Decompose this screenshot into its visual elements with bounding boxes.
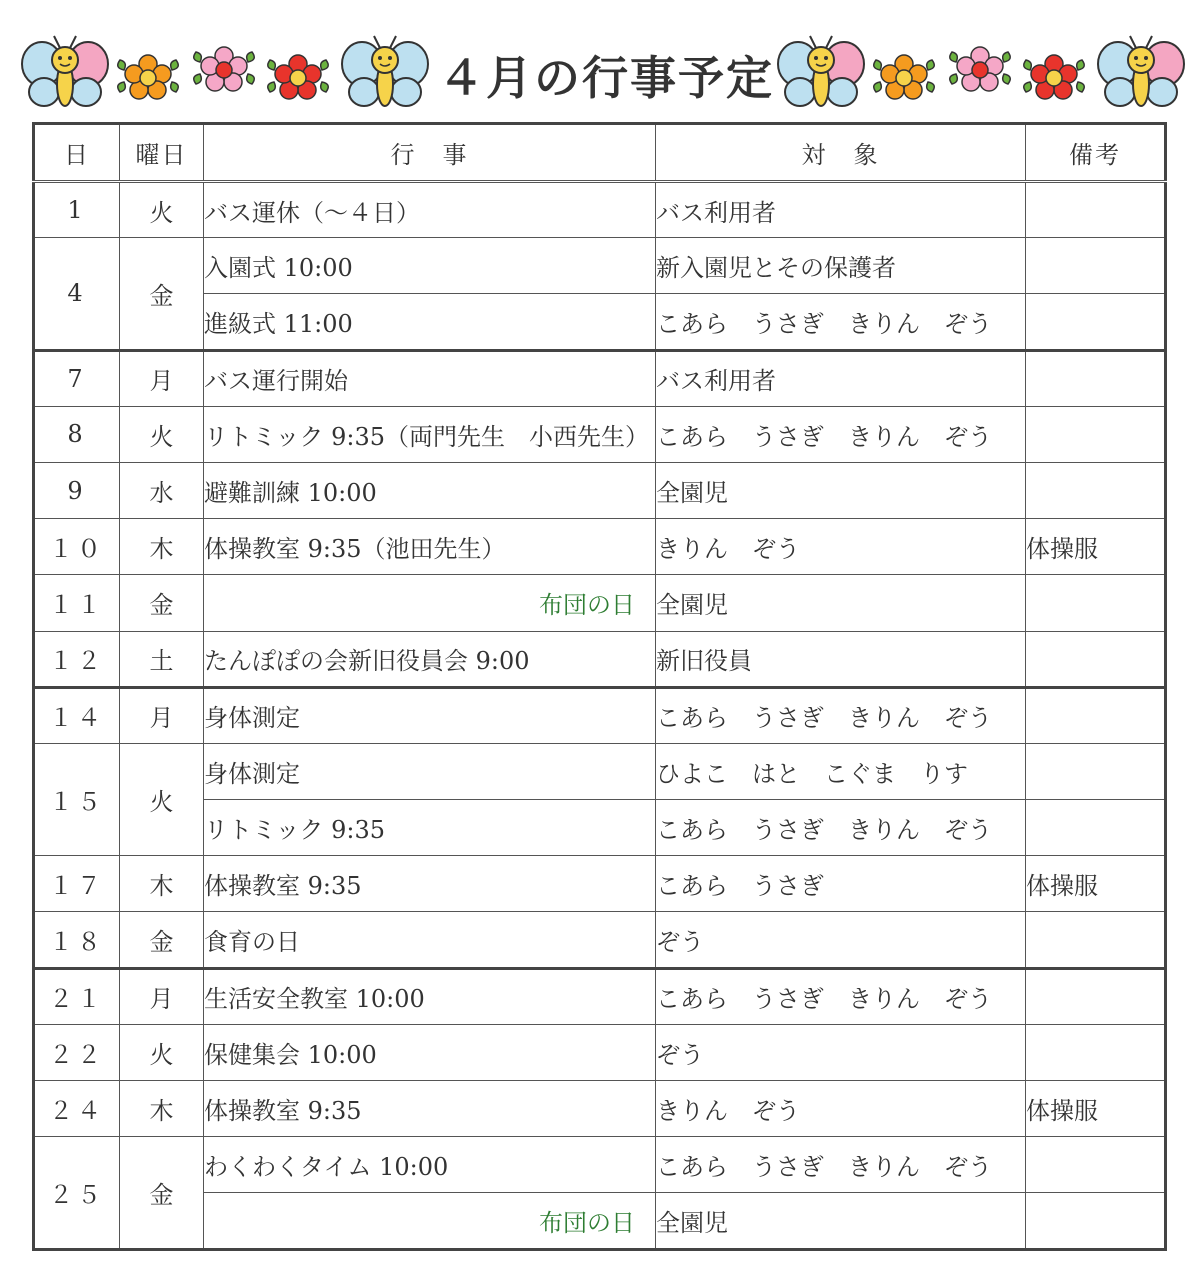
note-cell: [1026, 631, 1166, 687]
weekday-cell: 木: [120, 856, 204, 912]
day-cell: １４: [34, 687, 120, 743]
weekday-cell: 金: [120, 238, 204, 350]
header-weekday: 曜日: [120, 124, 204, 182]
note-cell: 体操服: [1026, 519, 1166, 575]
day-cell: １８: [34, 912, 120, 968]
event-cell: リトミック 9:35（両門先生 小西先生）: [204, 406, 656, 462]
butterfly-icon: [776, 34, 866, 112]
event-cell: 身体測定: [204, 687, 656, 743]
page-title: ４月の行事予定: [438, 51, 774, 105]
target-cell: こあら うさぎ きりん ぞう: [656, 406, 1026, 462]
flower-icon: [868, 48, 940, 114]
weekday-cell: 木: [120, 1081, 204, 1137]
event-cell: わくわくタイム 10:00: [204, 1137, 656, 1193]
target-cell: こあら うさぎ きりん ぞう: [656, 968, 1026, 1024]
schedule-table: [32, 122, 1167, 1251]
event-cell: リトミック 9:35: [204, 800, 656, 856]
day-cell: 7: [34, 350, 120, 406]
weekday-cell: 金: [120, 575, 204, 631]
event-cell: たんぽぽの会新旧役員会 9:00: [204, 631, 656, 687]
event-cell: 食育の日: [204, 912, 656, 968]
event-cell: 布団の日: [204, 575, 656, 631]
event-cell: 体操教室 9:35（池田先生）: [204, 519, 656, 575]
table-header-row: [34, 124, 1166, 182]
table-row: [34, 800, 1166, 856]
event-cell: 進級式 11:00: [204, 294, 656, 350]
header-day: 日: [34, 124, 120, 182]
table-row: [34, 912, 1166, 968]
event-cell: 生活安全教室 10:00: [204, 968, 656, 1024]
header-event: 行 事: [204, 124, 656, 182]
flower-icon: [112, 48, 184, 114]
note-cell: [1026, 462, 1166, 518]
table-row: [34, 575, 1166, 631]
note-cell: 体操服: [1026, 856, 1166, 912]
table-row: [34, 743, 1166, 799]
butterfly-icon: [340, 34, 430, 112]
target-cell: こあら うさぎ: [656, 856, 1026, 912]
table-row: [34, 406, 1166, 462]
weekday-cell: 火: [120, 743, 204, 855]
table-row: [34, 238, 1166, 294]
note-cell: [1026, 1137, 1166, 1193]
target-cell: 全園児: [656, 1193, 1026, 1249]
target-cell: 全園児: [656, 575, 1026, 631]
target-cell: バス利用者: [656, 182, 1026, 238]
target-cell: こあら うさぎ きりん ぞう: [656, 294, 1026, 350]
weekday-cell: 金: [120, 912, 204, 968]
weekday-cell: 木: [120, 519, 204, 575]
event-cell: バス運休（～４日）: [204, 182, 656, 238]
target-cell: こあら うさぎ きりん ぞう: [656, 1137, 1026, 1193]
event-cell: 保健集会 10:00: [204, 1024, 656, 1080]
header-note: 備考: [1026, 124, 1166, 182]
table-row: [34, 462, 1166, 518]
target-cell: きりん ぞう: [656, 519, 1026, 575]
note-cell: [1026, 743, 1166, 799]
day-cell: ２４: [34, 1081, 120, 1137]
note-cell: [1026, 350, 1166, 406]
event-cell: 入園式 10:00: [204, 238, 656, 294]
weekday-cell: 月: [120, 968, 204, 1024]
event-cell: 体操教室 9:35: [204, 1081, 656, 1137]
butterfly-icon: [1096, 34, 1186, 112]
table-row: [34, 1193, 1166, 1249]
day-cell: 9: [34, 462, 120, 518]
day-cell: １７: [34, 856, 120, 912]
flower-icon: [1018, 48, 1090, 114]
note-cell: [1026, 968, 1166, 1024]
event-cell: 体操教室 9:35: [204, 856, 656, 912]
weekday-cell: 火: [120, 1024, 204, 1080]
weekday-cell: 水: [120, 462, 204, 518]
day-cell: 8: [34, 406, 120, 462]
table-row: [34, 968, 1166, 1024]
flower-icon: [944, 40, 1016, 106]
day-cell: ２１: [34, 968, 120, 1024]
weekday-cell: 火: [120, 182, 204, 238]
event-cell: 身体測定: [204, 743, 656, 799]
note-cell: [1026, 800, 1166, 856]
butterfly-icon: [20, 34, 110, 112]
weekday-cell: 月: [120, 687, 204, 743]
note-cell: [1026, 687, 1166, 743]
flower-icon: [262, 48, 334, 114]
table-row: [34, 519, 1166, 575]
weekday-cell: 金: [120, 1137, 204, 1249]
target-cell: ひよこ はと こぐま りす: [656, 743, 1026, 799]
event-cell: バス運行開始: [204, 350, 656, 406]
header-target: 対 象: [656, 124, 1026, 182]
note-cell: [1026, 912, 1166, 968]
day-cell: １５: [34, 743, 120, 855]
event-cell: 布団の日: [204, 1193, 656, 1249]
event-cell: 避難訓練 10:00: [204, 462, 656, 518]
weekday-cell: 土: [120, 631, 204, 687]
day-cell: ２２: [34, 1024, 120, 1080]
table-row: [34, 1024, 1166, 1080]
target-cell: ぞう: [656, 1024, 1026, 1080]
note-cell: [1026, 238, 1166, 294]
flower-icon: [188, 40, 260, 106]
weekday-cell: 火: [120, 406, 204, 462]
table-row: [34, 182, 1166, 238]
header-banner: [0, 0, 1200, 118]
note-cell: [1026, 1193, 1166, 1249]
day-cell: １１: [34, 575, 120, 631]
table-row: [34, 350, 1166, 406]
day-cell: １０: [34, 519, 120, 575]
note-cell: [1026, 182, 1166, 238]
day-cell: 4: [34, 238, 120, 350]
target-cell: 新旧役員: [656, 631, 1026, 687]
day-cell: ２５: [34, 1137, 120, 1249]
target-cell: 全園児: [656, 462, 1026, 518]
day-cell: １２: [34, 631, 120, 687]
target-cell: ぞう: [656, 912, 1026, 968]
note-cell: [1026, 294, 1166, 350]
target-cell: こあら うさぎ きりん ぞう: [656, 800, 1026, 856]
note-cell: [1026, 1024, 1166, 1080]
table-row: [34, 1137, 1166, 1193]
note-cell: 体操服: [1026, 1081, 1166, 1137]
weekday-cell: 月: [120, 350, 204, 406]
table-row: [34, 294, 1166, 350]
target-cell: こあら うさぎ きりん ぞう: [656, 687, 1026, 743]
note-cell: [1026, 575, 1166, 631]
table-row: [34, 631, 1166, 687]
table-row: [34, 1081, 1166, 1137]
note-cell: [1026, 406, 1166, 462]
table-row: [34, 856, 1166, 912]
table-row: [34, 687, 1166, 743]
target-cell: バス利用者: [656, 350, 1026, 406]
target-cell: 新入園児とその保護者: [656, 238, 1026, 294]
target-cell: きりん ぞう: [656, 1081, 1026, 1137]
day-cell: 1: [34, 182, 120, 238]
